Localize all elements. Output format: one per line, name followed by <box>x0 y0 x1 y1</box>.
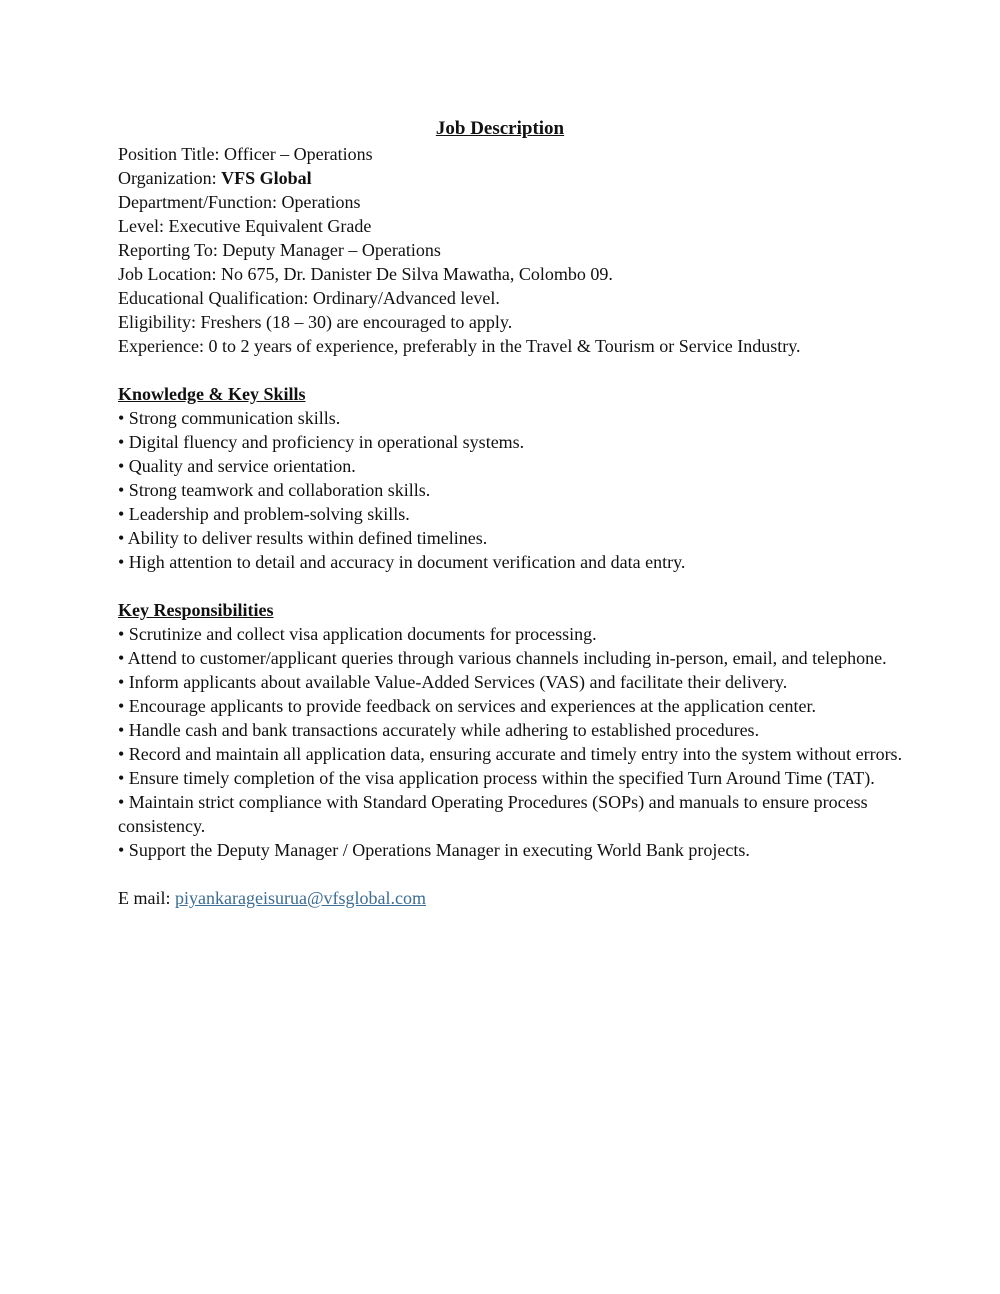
organization <box>118 166 918 190</box>
list-item: • Attend to customer/applicant queries through various channels including in-person, email, and telephone. <box>118 648 887 668</box>
job-location: Job Location: No 675, Dr. Danister De Silva Mawatha, Colombo 09. <box>118 264 613 284</box>
position-title: Position Title: Officer – Operations <box>118 144 373 164</box>
responsibilities-heading: Key Responsibilities <box>118 600 274 620</box>
list-item: • Maintain strict compliance with Standard Operating Procedures (SOPs) and manuals to ensure process consistency. <box>118 792 868 836</box>
list-item: • Quality and service orientation. <box>118 456 356 476</box>
job-details <box>118 142 918 358</box>
reporting-to: Reporting To: Deputy Manager – Operations <box>118 240 441 260</box>
organization-label: Organization: <box>118 168 222 188</box>
department: Department/Function: Operations <box>118 192 361 212</box>
list-item: • Strong communication skills. <box>118 408 341 428</box>
list-item: • Ensure timely completion of the visa application process within the specified Turn Around Time (TAT). <box>118 768 875 788</box>
eligibility: Eligibility: Freshers (18 – 30) are encouraged to apply. <box>118 312 513 332</box>
education: Educational Qualification: Ordinary/Advanced level. <box>118 288 500 308</box>
level: Level: Executive Equivalent Grade <box>118 216 372 236</box>
contact-email <box>118 886 918 910</box>
email-label: E mail: <box>118 888 175 908</box>
section-spacer <box>118 862 918 886</box>
list-item: • Digital fluency and proficiency in operational systems. <box>118 432 525 452</box>
email-link[interactable]: piyankarageisurua@vfsglobal.com <box>175 888 426 908</box>
list-item: • Inform applicants about available Value-Added Services (VAS) and facilitate their delivery. <box>118 672 788 692</box>
list-item: • High attention to detail and accuracy in document verification and data entry. <box>118 552 686 572</box>
list-item: • Leadership and problem-solving skills. <box>118 504 410 524</box>
responsibilities-section <box>118 598 918 862</box>
document-body <box>118 116 918 910</box>
skills-heading: Knowledge & Key Skills <box>118 384 306 404</box>
section-spacer <box>118 358 918 382</box>
list-item: • Handle cash and bank transactions accurately while adhering to established procedures. <box>118 720 760 740</box>
list-item: • Support the Deputy Manager / Operations Manager in executing World Bank projects. <box>118 840 750 860</box>
experience: Experience: 0 to 2 years of experience, preferably in the Travel & Tourism or Service Industry. <box>118 336 801 356</box>
organization-name: VFS Global <box>221 168 312 188</box>
list-item: • Record and maintain all application data, ensuring accurate and timely entry into the system without errors. <box>118 744 903 764</box>
section-spacer <box>118 574 918 598</box>
list-item: • Strong teamwork and collaboration skills. <box>118 480 431 500</box>
skills-section <box>118 382 918 574</box>
page-title: Job Description <box>435 118 565 139</box>
list-item: • Encourage applicants to provide feedback on services and experiences at the application center. <box>118 696 817 716</box>
list-item: • Ability to deliver results within defined timelines. <box>118 528 488 548</box>
list-item: • Scrutinize and collect visa application documents for processing. <box>118 624 597 644</box>
